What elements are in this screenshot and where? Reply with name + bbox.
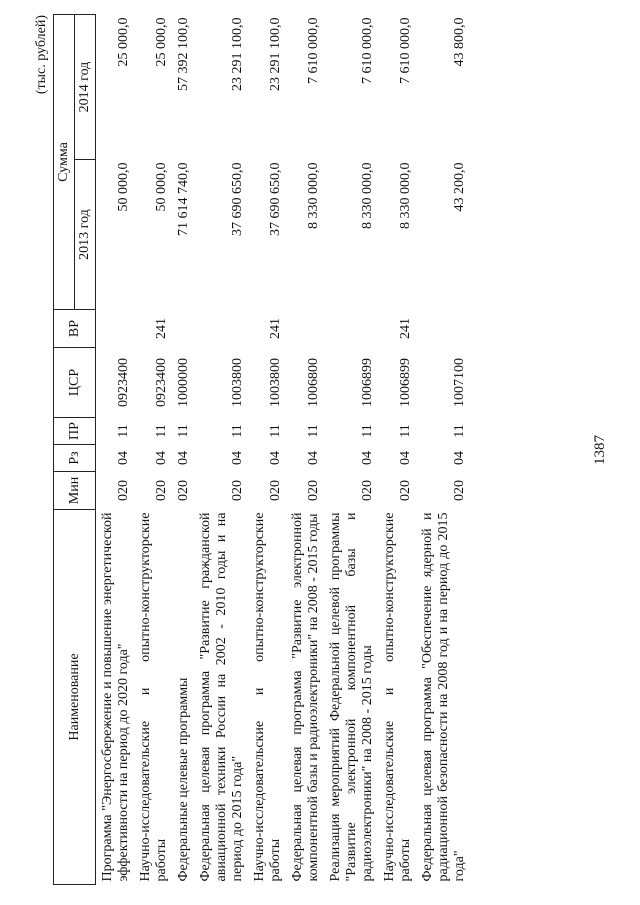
row-2013: 43 200,0 [452,162,467,212]
table-row [286,15,324,885]
table-row [172,15,194,885]
row-name: Научно-исследовательские и опытно-конструкторские работы [138,512,169,882]
row-2013: 8 330 000,0 [398,162,413,229]
row-name: Федеральная целевая программа "Развитие электронной компонентной базы и радиоэлектроники" на 2008 - 2015 годы [290,512,321,882]
header-2014: 2014 год [75,15,96,160]
row-rz: 04 [230,451,245,465]
row-vr [172,310,194,348]
row-pr: 11 [268,424,283,438]
row-name: Реализация мероприятий Федеральной целевой программы "Развитие электронной компонентной базы и радиоэлектроники" на 2008 - 2015 годы [328,512,375,882]
row-min: 020 [176,480,191,501]
table-row [416,15,470,885]
row-name: Федеральная целевая программа "Обеспечение ядерной и радиационной безопасности на 2008 год и на период до 2015 года" [420,512,467,882]
row-2013: 8 330 000,0 [306,162,321,229]
row-min: 020 [306,480,321,501]
row-2013: 8 330 000,0 [360,162,375,229]
row-csr: 1007100 [452,358,467,407]
table-row [134,15,172,885]
row-2013: 50 000,0 [116,162,131,212]
row-2014: 25 000,0 [116,17,131,67]
row-name: Научно-исследовательские и опытно-конструкторские работы [382,512,413,882]
header-2013: 2013 год [75,160,96,310]
row-csr: 1000000 [176,358,191,407]
table-row [248,15,286,885]
header-name: Наименование [54,510,96,885]
row-min: 020 [398,480,413,501]
row-2013: 37 690 650,0 [230,162,245,236]
row-pr: 11 [154,424,169,438]
row-csr: 0923400 [154,358,169,407]
row-2014: 57 392 100,0 [176,17,191,91]
row-rz: 04 [398,451,413,465]
row-name: Программа "Энергосбережение и повышение энергетической эффективности на период до 2020 года" [100,512,131,882]
header-pr: ПР [54,418,96,445]
row-vr: 241 [154,318,169,339]
row-name: Федеральные целевые программы [176,677,191,882]
row-pr: 11 [176,424,191,438]
row-min: 020 [154,480,169,501]
row-2014: 25 000,0 [154,17,169,67]
units-note: (тыс. рублей) [34,15,49,95]
row-2014: 7 610 000,0 [360,17,375,84]
row-2013: 50 000,0 [154,162,169,212]
row-csr: 1003800 [230,358,245,407]
row-min: 020 [360,480,375,501]
row-pr: 11 [360,424,375,438]
row-rz: 04 [116,451,131,465]
row-rz: 04 [452,451,467,465]
row-rz: 04 [154,451,169,465]
budget-table [53,14,470,885]
row-vr [96,310,135,348]
row-pr: 11 [452,424,467,438]
table-row [194,15,248,885]
row-2014: 7 610 000,0 [398,17,413,84]
row-csr: 1003800 [268,358,283,407]
header-sum: Сумма [54,15,75,310]
row-pr: 11 [116,424,131,438]
row-rz: 04 [306,451,321,465]
row-2013: 71 614 740,0 [176,162,191,236]
rotated-page [20,15,620,885]
row-vr: 241 [398,318,413,339]
table-row [96,15,135,885]
row-min: 020 [268,480,283,501]
row-name: Научно-исследовательские и опытно-конструкторские работы [252,512,283,882]
row-2013: 37 690 650,0 [268,162,283,236]
row-2014: 23 291 100,0 [268,17,283,91]
row-2014: 43 800,0 [452,17,467,67]
table-row [378,15,416,885]
row-2014: 23 291 100,0 [230,17,245,91]
row-csr: 1006800 [306,358,321,407]
row-csr: 1006899 [398,358,413,407]
row-min: 020 [452,480,467,501]
header-rz: Рз [54,445,96,472]
header-vr: ВР [54,310,96,348]
row-pr: 11 [230,424,245,438]
header-csr: ЦСР [54,348,96,418]
row-pr: 11 [398,424,413,438]
table-row [324,15,378,885]
header-min: Мин [54,472,96,510]
row-vr [416,310,470,348]
row-vr [194,310,248,348]
row-rz: 04 [176,451,191,465]
page-number: 1387 [592,435,608,465]
row-vr [324,310,378,348]
row-vr [286,310,324,348]
row-csr: 1006899 [360,358,375,407]
row-csr: 0923400 [116,358,131,407]
row-2014: 7 610 000,0 [306,17,321,84]
row-name: Федеральная целевая программа "Развитие гражданской авиационной техники России на 2002 - 2010 годы и на период до 2015 года" [198,512,245,882]
row-rz: 04 [360,451,375,465]
row-rz: 04 [268,451,283,465]
row-min: 020 [230,480,245,501]
row-vr: 241 [268,318,283,339]
row-min: 020 [116,480,131,501]
row-pr: 11 [306,424,321,438]
